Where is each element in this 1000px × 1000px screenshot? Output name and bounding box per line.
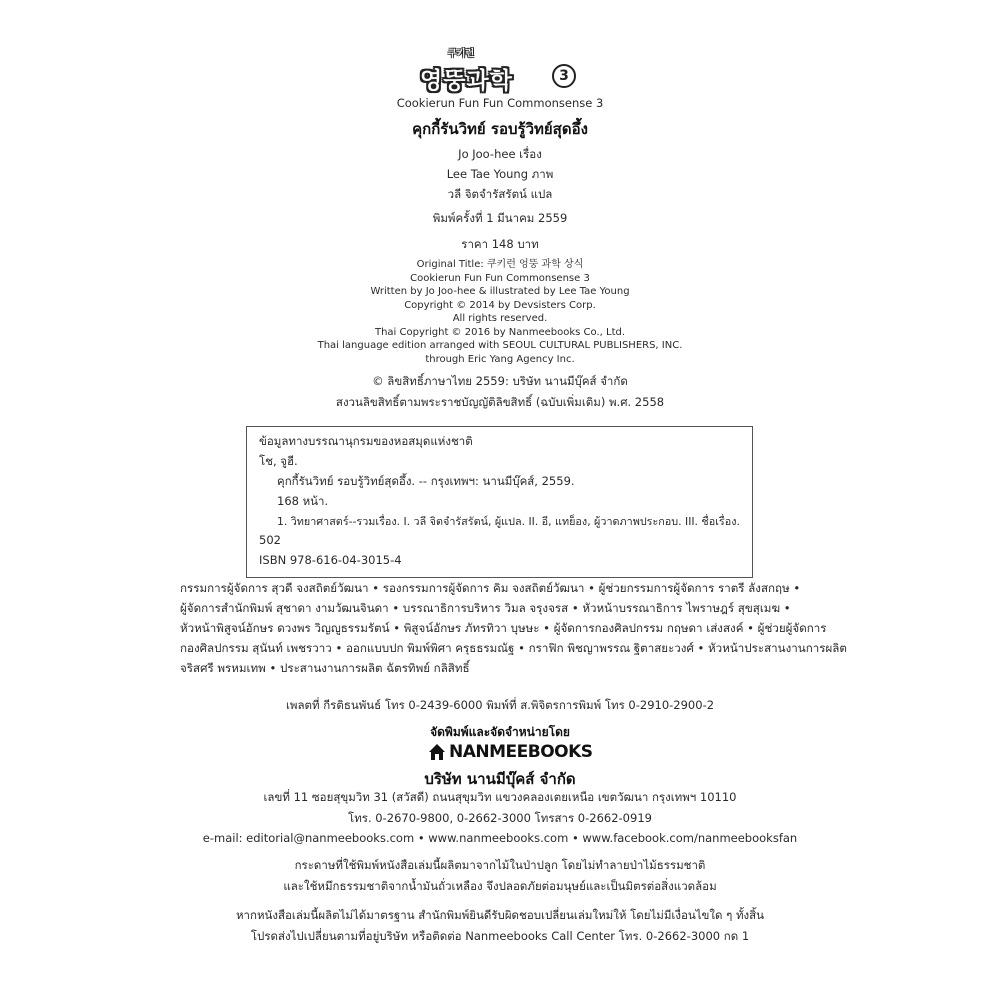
thai-copyright-line-2: สงวนลิขสิทธิ์ตามพระราชบัญญัติลิขสิทธิ์ (ฉบับเพิ่มเติม) พ.ศ. 2558 [335,395,665,409]
thai-copyright-line-1: © ลิขสิทธิ์ภาษาไทย 2559: บริษัท นานมีบุ๊คส์ จำกัด [372,374,628,388]
original-line: Cookierun Fun Fun Commonsense 3 [410,272,590,284]
author-credit: Jo Joo-hee เรื่อง [458,147,542,161]
staff-line: ผู้จัดการสำนักพิมพ์ สุชาดา งามวัฒนจินดา • บรรณาธิการบริหาร วิมล จรุงจรส • หัวหน้าบรรณาธิการ ไพราษฎร์ สุขสุเมฆ • [180,601,791,615]
logo-small-text: 쿠키런 [448,49,475,59]
original-line: through Eric Yang Agency Inc. [425,353,575,365]
catalog-title: คุกกี้รันวิทย์ รอบรู้วิทย์สุดอึ้ง. -- กรุงเทพฯ: นานมีบุ๊คส์, 2559. [277,474,575,488]
staff-line: กองศิลปกรรม สุนันท์ เพชรวาว • ออกแบบปก พิมพ์พิศา ครุธธรมณัฐ • กราฟิก พิชญาพรรณ ฐิตาสยะวงศ์ • หัวหน้าประสานงานการผลิต [180,641,847,655]
catalog-author: โช, จูฮี. [259,454,298,468]
publisher-contacts: e-mail: editorial@nanmeebooks.com • www.nanmeebooks.com • www.facebook.com/nanmeebooksfan [202,831,798,845]
staff-line: กรรมการผู้จัดการ สุวดี จงสถิตย์วัฒนา • รองกรรมการผู้จัดการ คิม จงสถิตย์วัฒนา • ผู้ช่วยกรรมการผู้จัดการ ราตรี ลังสกฤษ • [180,581,801,595]
printing-info: เพลตที่ กีรติธนพันธ์ โทร 0-2439-6000 พิมพ์ที่ ส.พิจิตรการพิมพ์ โทร 0-2910-2900-2 [285,698,715,712]
series-title-en: Cookierun Fun Fun Commonsense 3 [396,96,604,110]
original-line: Thai language edition arranged with SEOUL CULTURAL PUBLISHERS, INC. [317,340,683,351]
book-title-th: คุกกี้รันวิทย์ รอบรู้วิทย์สุดอึ้ง [412,120,588,138]
defect-note-line-2: โปรดส่งไปเปลี่ยนตามที่อยู่บริษัท หรือติดต่อ Nanmeebooks Call Center โทร. 0-2662-3000 กด 1 [250,929,750,943]
staff-line: จริสศรี พรหมเทพ • ประสานงานการผลิต ฉัตรทิพย์ กลิสิทธิ์ [180,661,470,675]
original-line: Copyright © 2014 by Devsisters Corp. [404,299,596,311]
catalog-isbn: ISBN 978-616-04-3015-4 [259,553,402,567]
translator-credit: วลี จิตจำรัสรัตน์ แปล [447,187,553,201]
publisher-phone: โทร. 0-2670-9800, 0-2662-3000 โทรสาร 0-2662-0919 [348,811,652,825]
original-line: Thai Copyright © 2016 by Nanmeebooks Co., Ltd. [374,326,626,338]
catalog-heading: ข้อมูลทางบรรณานุกรมของหอสมุดแห่งชาติ [259,434,473,448]
original-line: All rights reserved. [452,313,548,324]
publisher-intro: จัดพิมพ์และจัดจำหน่ายโดย [430,725,570,739]
staff-line: หัวหน้าพิสูจน์อักษร ดวงพร วิญญูธรรมรัตน์ • พิสูจน์อักษร ภัทรทิวา บุษษะ • ผู้จัดการกองศิลปกรรม กฤษดา เส่งสงค์ • ผู้ช่วยผู้จัดการ [180,621,827,635]
logo-main-text: 영뚱과학 [420,68,513,94]
brand-name: NANMEEBOOKS [449,742,593,762]
price-info: ราคา 148 บาท [461,237,539,251]
cataloging-data-box [246,426,753,578]
publisher-company: บริษัท นานมีบุ๊คส์ จำกัด [424,770,576,788]
original-line: Written by Jo Joo-hee & illustrated by Lee Tae Young [370,286,630,297]
series-logo [420,49,580,94]
eco-note-line-1: กระดาษที่ใช้พิมพ์หนังสือเล่มนี้ผลิตมาจากไม้ในป่าปลูก โดยไม่ทำลายป่าไม้ธรรมชาติ [294,858,706,872]
illustrator-credit: Lee Tae Young ภาพ [446,167,554,181]
defect-note-line-1: หากหนังสือเล่มนี้ผลิตไม่ได้มาตรฐาน สำนักพิมพ์ยินดีรับผิดชอบเปลี่ยนเล่มใหม่ให้ โดยไม่มีเงื่อนไขใด ๆ ทั้งสิ้น [235,908,765,922]
catalog-subjects: 1. วิทยาศาสตร์--รวมเรื่อง. I. วลี จิตจำรัสรัตน์, ผู้แปล. II. อี, แทย็อง, ผู้วาดภาพประกอบ. III. ชื่อเรื่อง. [277,515,740,528]
publisher-address: เลขที่ 11 ซอยสุขุมวิท 31 (สวัสดี) ถนนสุขุมวิท แขวงคลองเตยเหนือ เขตวัฒนา กรุงเทพฯ 10110 [263,790,737,804]
edition-info: พิมพ์ครั้งที่ 1 มีนาคม 2559 [432,211,568,225]
eco-note-line-2: และใช้หมึกธรรมชาติจากน้ำมันถั่วเหลือง จึงปลอดภัยต่อมนุษย์และเป็นมิตรต่อสิ่งแวดล้อม [283,879,717,893]
volume-number-badge: 3 [552,64,576,88]
original-line: Original Title: 쿠키런 엉뚱 과학 상식 [416,259,584,270]
original-copyright-block [0,258,1000,366]
catalog-pages: 168 หน้า. [277,494,329,508]
house-logo-icon [427,742,447,762]
catalog-class-number: 502 [259,533,281,547]
